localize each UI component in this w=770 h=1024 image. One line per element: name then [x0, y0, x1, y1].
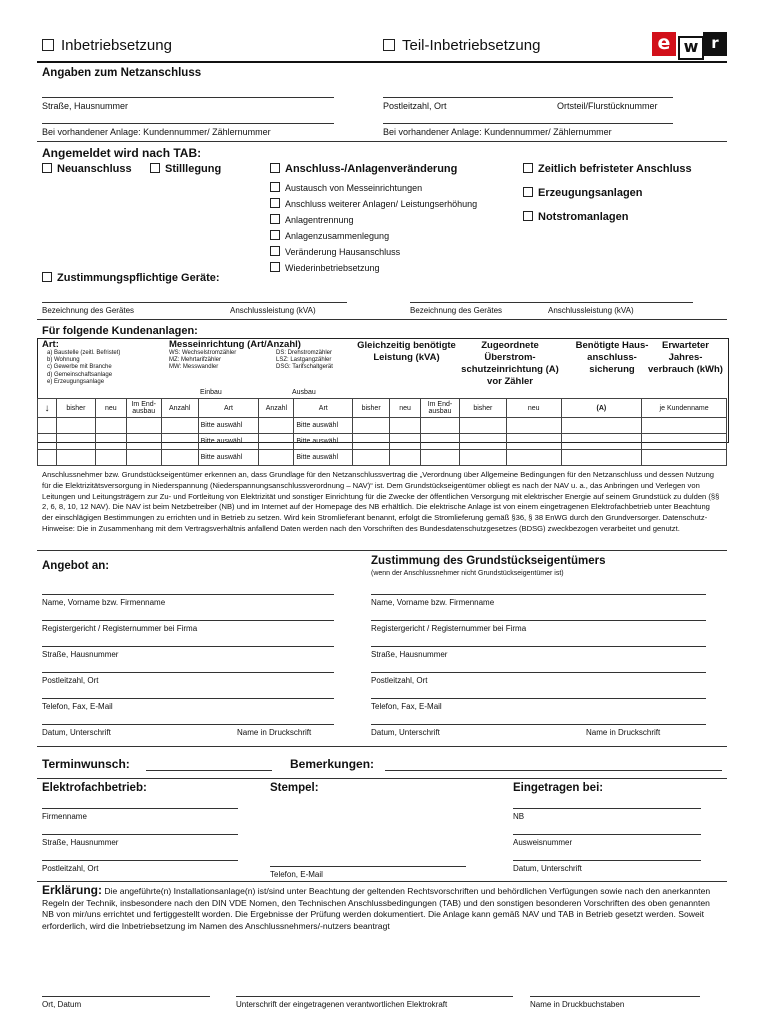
art-select[interactable]: Bitte auswähl	[294, 418, 353, 434]
eigentuemer-name-label: Name, Vorname bzw. Firmenname	[371, 598, 495, 607]
gleich-header: Gleichzeitig benötigte Leistung (kVA)	[357, 340, 456, 363]
leistung1-label: Anschlussleistung (kVA)	[230, 306, 316, 315]
stilllegung-label: Stilllegung	[165, 163, 222, 175]
input-line[interactable]	[236, 996, 513, 997]
divider	[37, 881, 727, 882]
art-item: e) Erzeugungsanlage	[47, 378, 105, 385]
logo-r: r	[703, 32, 727, 56]
tab-item-label: Anschluss weiterer Anlagen/ Leistungserhöhung	[285, 199, 478, 209]
eigentuemer-note: (wenn der Anschlussnehmer nicht Grundstückseigentümer ist)	[371, 570, 564, 577]
art-item: d) Gemeinschaftsanlage	[47, 371, 113, 378]
kunden-table	[37, 398, 727, 466]
notstromanlagen-label: Notstromanlagen	[538, 211, 629, 223]
checkbox-zustimmungspflichtige[interactable]	[42, 272, 220, 284]
table-header-row	[38, 399, 727, 418]
checkbox-tab-item[interactable]	[270, 230, 389, 241]
art-item: a) Baustelle (zeitl. Befristet)	[47, 350, 121, 356]
art-item: c) Gewerbe mit Branche	[47, 364, 112, 371]
erklaerung-text: Die angeführte(n) Installationsanlage(n) ist/sind unter Beachtung der geltenden Rechtsvorschriften und behördlichen Verfügungen sowie nach den anerkannten Regeln der Technik, insbesondere nach den DIN VDE Nomen, den Technischen Anschlussbedingungen (TAB) und den sonstigen besonderen Vorschriften des oben genannten NB von mir/uns errichtet und fertiggestellt worden. Die Ergebnisse der Prüfung werden dokumentiert. Die Anlage kann gemäß NAV und TAB in Betrieb gesetzt werden. Soweit erforderlich, wird die Inbetriebsetzung im Namen des Anschlussnehmers/-nutzers beantragt	[42, 886, 711, 931]
col-header: neu	[95, 399, 126, 418]
mess-item: DS: Drehstromzähler	[276, 350, 333, 356]
col-header: (A)	[561, 399, 642, 418]
input-line[interactable]	[371, 724, 706, 725]
ausbau-label: Ausbau	[292, 389, 316, 396]
col-header: je Kundenname	[642, 399, 727, 418]
eigentuemer-title: Zustimmung des Grundstückseigentümers	[371, 555, 606, 567]
kunden2-line[interactable]	[383, 123, 673, 124]
checkbox-tab-item[interactable]	[270, 262, 380, 273]
elektro-firma-label: Firmenname	[42, 812, 87, 821]
strasse-line[interactable]	[42, 97, 334, 98]
tab-item-label: Anlagenzusammenlegung	[285, 231, 390, 241]
input-line[interactable]	[42, 672, 334, 673]
logo-e: e	[652, 32, 676, 56]
kunden1-label: Bei vorhandener Anlage: Kundennummer/ Zählernummer	[42, 127, 271, 137]
mess-list-a	[169, 350, 236, 372]
checkbox-stilllegung[interactable]	[150, 163, 221, 175]
tab-item-label: Veränderung Hausanschluss	[285, 247, 401, 257]
mess-item: LSZ: Lastgangzähler	[276, 357, 332, 364]
druckbuchstaben-label: Name in Druckbuchstaben	[530, 1000, 625, 1009]
tab-title: Angemeldet wird nach TAB:	[42, 146, 202, 160]
eingetragen-ausweis-label: Ausweisnummer	[513, 838, 573, 847]
input-line[interactable]	[513, 808, 701, 809]
benoetigt-header: Benötigte Haus-anschluss-sicherung	[575, 340, 649, 375]
bemerk-input[interactable]	[385, 770, 722, 771]
art-title: Art:	[42, 339, 59, 350]
input-line[interactable]	[371, 646, 706, 647]
eigentuemer-druck-label: Name in Druckschrift	[586, 728, 661, 737]
stempel-telefon-label: Telefon, E-Mail	[270, 870, 323, 879]
bemerk-label: Bemerkungen:	[290, 757, 375, 771]
checkbox-erzeugungsanlagen[interactable]	[523, 187, 643, 199]
art-select[interactable]: Bitte auswähl	[294, 434, 353, 450]
mess-item: MZ: Mehrtarifzähler	[169, 357, 222, 364]
col-header: Im End-ausbau	[126, 399, 161, 418]
tab-item-label: Anlagentrennung	[285, 215, 354, 225]
angebot-datum-label: Datum, Unterschrift	[42, 728, 111, 737]
col-header: neu	[506, 399, 561, 418]
kunden-title: Für folgende Kundenanlagen:	[42, 325, 198, 337]
input-line[interactable]	[42, 724, 334, 725]
tab-item-label: Austausch von Messeinrichtungen	[285, 183, 423, 193]
input-line[interactable]	[513, 834, 701, 835]
input-line[interactable]	[42, 698, 334, 699]
erklaerung-block	[42, 885, 722, 932]
zustimmungspflichtige-label: Zustimmungspflichtige Geräte:	[57, 272, 220, 284]
table-row	[38, 434, 727, 450]
eigentuemer-register-label: Registergericht / Registernummer bei Firma	[371, 624, 527, 633]
input-line[interactable]	[371, 698, 706, 699]
leistung2-label: Anschlussleistung (kVA)	[548, 306, 634, 315]
ortsteil-label: Ortsteil/Flurstücknummer	[557, 101, 658, 111]
plz-line[interactable]	[383, 97, 673, 98]
art-item: b) Wohnung	[47, 357, 80, 364]
table-row	[38, 418, 727, 434]
angebot-name-label: Name, Vorname bzw. Firmenname	[42, 598, 166, 607]
col-header: Anzahl	[259, 399, 294, 418]
checkbox-anlagenveraenderung[interactable]	[270, 163, 457, 175]
einbau-label: Einbau	[200, 389, 222, 396]
col-header: bisher	[56, 399, 95, 418]
teil-inbetriebsetzung-label: Teil-Inbetriebsetzung	[402, 37, 541, 54]
input-line[interactable]	[371, 672, 706, 673]
elektro-plz-label: Postleitzahl, Ort	[42, 864, 99, 873]
elektro-strasse-label: Straße, Hausnummer	[42, 838, 119, 847]
col-header: neu	[390, 399, 421, 418]
erzeugungsanlagen-label: Erzeugungsanlagen	[538, 187, 643, 199]
col-header: bisher	[353, 399, 390, 418]
col-header: Art	[198, 399, 259, 418]
stempel-title: Stempel:	[270, 782, 319, 794]
eigentuemer-telefon-label: Telefon, Fax, E-Mail	[371, 702, 442, 711]
input-line[interactable]	[530, 996, 700, 997]
table-row	[38, 450, 727, 466]
input-line[interactable]	[42, 996, 210, 997]
divider	[37, 550, 727, 551]
checkbox-tab-item[interactable]	[270, 246, 400, 257]
elektro-title: Elektrofachbetrieb:	[42, 782, 147, 794]
col-header: bisher	[459, 399, 506, 418]
input-line[interactable]	[42, 808, 238, 809]
kunden1-line[interactable]	[42, 123, 334, 124]
art-select[interactable]: Bitte auswähl	[294, 450, 353, 466]
input-line[interactable]	[371, 594, 706, 595]
input-line[interactable]	[42, 594, 334, 595]
eingetragen-nb-label: NB	[513, 812, 525, 821]
eingetragen-datum-label: Datum, Unterschrift	[513, 864, 582, 873]
bezeichnung1-label: Bezeichnung des Gerätes	[42, 306, 135, 315]
termin-input[interactable]	[146, 770, 272, 771]
header-divider	[37, 61, 727, 63]
erklaerung-title: Erklärung:	[42, 883, 103, 897]
input-line[interactable]	[42, 834, 238, 835]
eigentuemer-datum-label: Datum, Unterschrift	[371, 728, 440, 737]
checkbox-zeitlich[interactable]	[523, 163, 692, 175]
col-header: Im End-ausbau	[421, 399, 460, 418]
arrow-icon: ↓	[38, 399, 57, 418]
geraet2-line[interactable]	[410, 302, 693, 303]
bezeichnung2-label: Bezeichnung des Gerätes	[410, 306, 503, 315]
erwartet-header: Erwarteter Jahres-verbrauch (kWh)	[648, 340, 723, 375]
inbetriebsetzung-label: Inbetriebsetzung	[61, 37, 172, 54]
art-select[interactable]: Bitte auswähl	[198, 418, 259, 434]
eigentuemer-strasse-label: Straße, Hausnummer	[371, 650, 448, 659]
mess-item: DSG: Tarifschaltgerät	[276, 364, 333, 371]
strasse-label: Straße, Hausnummer	[42, 101, 129, 111]
divider	[37, 778, 727, 779]
neuanschluss-label: Neuanschluss	[57, 163, 132, 175]
zeitlich-label: Zeitlich befristeter Anschluss	[538, 163, 692, 175]
angebot-plz-label: Postleitzahl, Ort	[42, 676, 99, 685]
zugeordnet-header: Zugeordnete Überstrom-schutzeinrichtung (A) vor Zähler	[461, 340, 559, 387]
geraet1-line[interactable]	[42, 302, 347, 303]
angebot-telefon-label: Telefon, Fax, E-Mail	[42, 702, 113, 711]
art-select[interactable]: Bitte auswähl	[198, 434, 259, 450]
divider	[37, 319, 727, 320]
checkbox-tab-item[interactable]	[270, 214, 354, 225]
legal-text: Anschlussnehmer bzw. Grundstückseigentümer erkennen an, dass Grundlage für den Netzanschlussvertrag die „Verordnung über Allgemeine Bedingungen für den Netzanschluss und dessen Nutzung für die Elektrizitätsversorgung in Niederspannung (Niederspannungsanschlussverordnung – NAV)“ ist. Dem Grundstückseigentümer obliegt es nach der NAV u. a., das Anbringen und Verlegen von Leitungen und Leitungsträgern zur Zu- und Fortleitung von Elektrizität und sonstiger Einrichtung für die Zwecke der öffentlichen Versorgung mit elektrischer Energie auf seinem Grundstück zu dulden (§§ 2, 6, 8, 10, 12 NAV). Die NAV ist beim Netzbetreiber (NB) und im Internet auf der Homepage des NB erhältlich. Die elektrische Anlage ist von einem eingetragenen Elektrofachbetrieb unter Beachtung der einschlägigen Bestimmungen zu errichten und in Betrieb zu setzen. Wird kein Stromlieferant benannt, erfolgt die Stromlieferung gemäß §36, § 38 EnWG durch den Grundversorger. Datenschutz-Hinweise: Die in Zusammenhang mit dem Vertragsverhältnis anfallend Daten werden nach den Vorschriften des Bundesdatenschutzgesetzes (BDSG) zweckbezogen verarbeitet und genutzt.	[42, 470, 720, 533]
mess-title: Messeinrichtung (Art/Anzahl)	[169, 339, 301, 350]
logo-w: w	[678, 36, 704, 60]
checkbox-tab-item[interactable]	[270, 198, 477, 209]
input-line[interactable]	[42, 646, 334, 647]
checkbox-teil-inbetriebsetzung[interactable]	[383, 37, 540, 54]
eigentuemer-plz-label: Postleitzahl, Ort	[371, 676, 428, 685]
art-select[interactable]: Bitte auswähl	[198, 450, 259, 466]
checkbox-tab-item[interactable]	[270, 182, 422, 193]
input-line[interactable]	[270, 866, 466, 867]
angebot-title: Angebot an:	[42, 560, 110, 572]
ort-datum-label: Ort, Datum	[42, 1000, 82, 1009]
input-line[interactable]	[513, 860, 701, 861]
art-list	[47, 350, 120, 386]
checkbox-inbetriebsetzung[interactable]	[42, 37, 172, 54]
mess-list-b	[276, 350, 333, 372]
termin-label: Terminwunsch:	[42, 757, 130, 771]
plz-label: Postleitzahl, Ort	[383, 101, 447, 111]
eingetragen-title: Eingetragen bei:	[513, 782, 604, 794]
mess-item: WS: Wechselstromzähler	[169, 350, 237, 356]
input-line[interactable]	[42, 860, 238, 861]
divider	[37, 141, 727, 142]
col-header: Art	[294, 399, 353, 418]
unterschrift-label: Unterschrift der eingetragenen verantwortlichen Elektrokraft	[236, 1000, 448, 1009]
netzanschluss-title: Angaben zum Netzanschluss	[42, 67, 202, 79]
angebot-druck-label: Name in Druckschrift	[237, 728, 312, 737]
checkbox-notstromanlagen[interactable]	[523, 211, 628, 223]
tab-item-label: Wiederinbetriebsetzung	[285, 263, 380, 273]
anlagenveraenderung-label: Anschluss-/Anlagenveränderung	[285, 163, 458, 175]
kunden2-label: Bei vorhandener Anlage: Kundennummer/ Zählernummer	[383, 127, 612, 137]
input-line[interactable]	[371, 620, 706, 621]
checkbox-neuanschluss[interactable]	[42, 163, 132, 175]
angebot-strasse-label: Straße, Hausnummer	[42, 650, 119, 659]
mess-item: MW: Messwandler	[169, 364, 219, 371]
angebot-register-label: Registergericht / Registernummer bei Firma	[42, 624, 198, 633]
col-header: Anzahl	[161, 399, 198, 418]
divider	[37, 746, 727, 747]
input-line[interactable]	[42, 620, 334, 621]
